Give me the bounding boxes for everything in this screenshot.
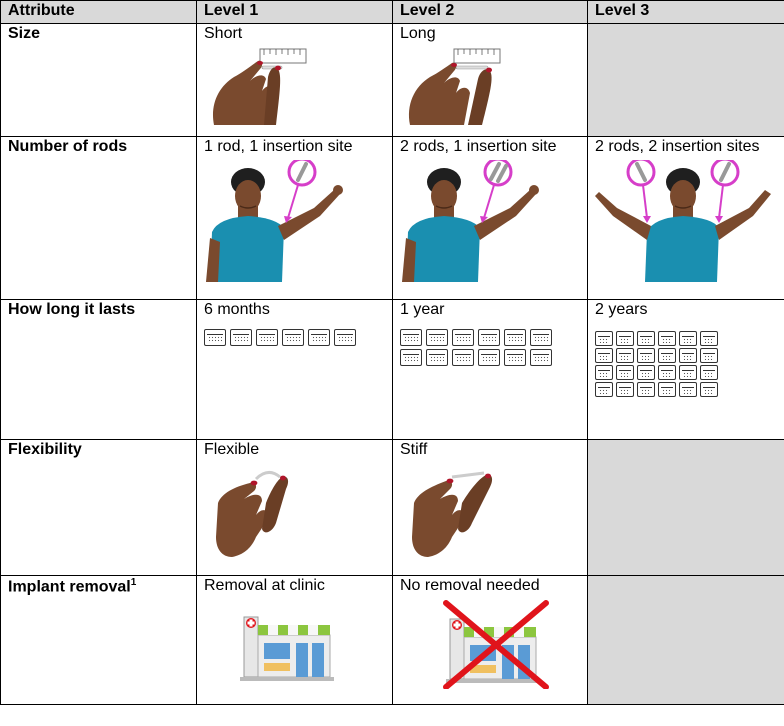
calendar-icon: [679, 365, 697, 380]
calendar-icon: [504, 349, 526, 366]
calendar-icon: [658, 331, 676, 346]
level-label: Long: [400, 25, 436, 42]
level-label: Short: [204, 25, 243, 42]
calendar-icon: [308, 329, 330, 346]
calendar-icon: [679, 382, 697, 397]
removal-level-1: [197, 576, 393, 705]
calendar-icon: [204, 329, 226, 346]
calendar-icon: [282, 329, 304, 346]
hand-holding-ruler-icon: [400, 47, 510, 125]
level-label: No removal needed: [400, 577, 540, 594]
removal-level-2: [393, 576, 588, 705]
attribute-size: Size: [1, 24, 197, 137]
no-clinic-icon: [430, 599, 580, 689]
size-level-2: [393, 24, 588, 137]
header-attribute: Attribute: [1, 1, 197, 24]
calendar-icon: [700, 348, 718, 363]
flexibility-level-2: [393, 440, 588, 576]
calendar-icon: [637, 382, 655, 397]
level-label: 2 years: [595, 301, 648, 318]
calendar-icon: [637, 331, 655, 346]
rods-level-1: [197, 137, 393, 300]
duration-level-2: [393, 300, 588, 440]
level-label: 6 months: [204, 301, 270, 318]
calendar-icon: [700, 365, 718, 380]
size-level-3-empty: [588, 24, 784, 137]
attribute-number-of-rods: Number of rods: [1, 137, 197, 300]
calendar-icon: [530, 329, 552, 346]
attribute-implant-removal: Implant removal$^1$: [1, 576, 197, 705]
attribute-how-long-it-lasts: How long it lasts: [1, 300, 197, 440]
calendar-icon: [637, 365, 655, 380]
calendar-icon: [595, 348, 613, 363]
woman-arm-raised-icon: [204, 160, 344, 282]
calendar-icon: [637, 348, 655, 363]
calendar-icon: [679, 348, 697, 363]
calendar-group: [400, 329, 580, 366]
flexibility-level-3-empty: [588, 440, 784, 576]
calendar-icon: [400, 349, 422, 366]
calendar-icon: [504, 329, 526, 346]
calendar-icon: [230, 329, 252, 346]
footnote-marker: 1: [130, 577, 137, 588]
calendar-icon: [700, 382, 718, 397]
level-label: 2 rods, 1 insertion site: [400, 138, 557, 155]
calendar-icon: [616, 348, 634, 363]
calendar-group: [204, 329, 385, 346]
table-row: [1, 300, 784, 440]
size-level-1: [197, 24, 393, 137]
calendar-icon: [530, 349, 552, 366]
level-label: 1 rod, 1 insertion site: [204, 138, 353, 155]
calendar-icon: [658, 365, 676, 380]
table-row: [1, 24, 784, 137]
calendar-icon: [616, 365, 634, 380]
hand-holding-ruler-icon: [204, 47, 314, 125]
calendar-icon: [400, 329, 422, 346]
calendar-icon: [452, 329, 474, 346]
calendar-icon: [478, 349, 500, 366]
calendar-icon: [426, 349, 448, 366]
flexibility-level-1: [197, 440, 393, 576]
calendar-icon: [658, 382, 676, 397]
table-row: [1, 137, 784, 300]
calendar-icon: [700, 331, 718, 346]
header-row: [1, 1, 784, 24]
header-level-2: Level 2: [393, 1, 588, 24]
level-label: Removal at clinic: [204, 577, 325, 594]
removal-level-3-empty: [588, 576, 784, 705]
calendar-icon: [256, 329, 278, 346]
header-level-3: Level 3: [588, 1, 784, 24]
level-label: Stiff: [400, 441, 428, 458]
level-label: 2 rods, 2 insertion sites: [595, 138, 760, 155]
hand-bending-rod-icon: [204, 463, 314, 559]
rods-level-2: [393, 137, 588, 300]
duration-level-3: [588, 300, 784, 440]
woman-arm-raised-icon: [400, 160, 540, 282]
table-row: [1, 576, 784, 705]
calendar-icon: [616, 382, 634, 397]
calendar-icon: [658, 348, 676, 363]
header-level-1: Level 1: [197, 1, 393, 24]
calendar-icon: [595, 382, 613, 397]
level-label: 1 year: [400, 301, 445, 318]
clinic-building-icon: [234, 609, 384, 689]
calendar-icon: [426, 329, 448, 346]
hand-bending-rod-icon: [400, 463, 510, 559]
calendar-icon: [478, 329, 500, 346]
calendar-icon: [616, 331, 634, 346]
calendar-icon: [595, 331, 613, 346]
rods-level-3: [588, 137, 784, 300]
duration-level-1: [197, 300, 393, 440]
woman-arms-raised-icon: [595, 160, 771, 282]
calendar-icon: [679, 331, 697, 346]
calendar-icon: [334, 329, 356, 346]
calendar-icon: [452, 349, 474, 366]
calendar-group: [595, 331, 777, 397]
table-row: [1, 440, 784, 576]
level-label: Flexible: [204, 441, 260, 458]
attribute-flexibility: Flexibility: [1, 440, 197, 576]
calendar-icon: [595, 365, 613, 380]
